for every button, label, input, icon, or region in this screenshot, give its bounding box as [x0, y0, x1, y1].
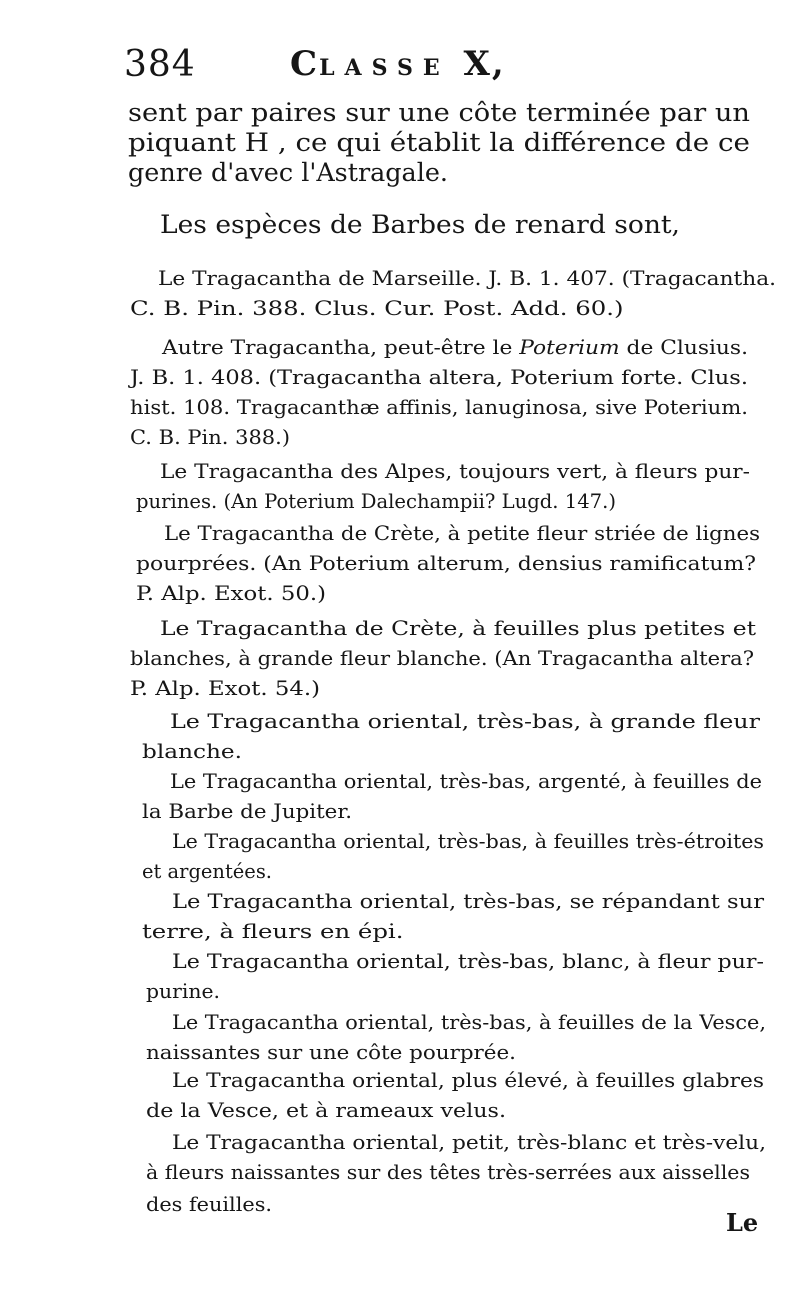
running-head — [290, 44, 506, 84]
species-entry-continuation: C. B. Pin. 388.) — [130, 426, 290, 449]
species-entry-continuation: pourprées. (An Poterium alterum, densius ramificatum? — [136, 552, 757, 575]
page-number: 384 — [124, 44, 196, 85]
species-entry: Autre Tragacantha, peut-être le Poterium de Clusius. — [162, 336, 748, 359]
intro-line: genre d'avec l'Astragale. — [128, 158, 448, 187]
species-entry-continuation: purine. — [146, 980, 220, 1003]
species-entry-continuation: de la Vesce, et à rameaux velus. — [146, 1099, 506, 1122]
section-heading: Les espèces de Barbes de renard sont, — [160, 210, 680, 239]
species-entry-continuation: des feuilles. — [146, 1193, 272, 1216]
running-head-initial: C — [290, 44, 320, 84]
species-entry-continuation: à fleurs naissantes sur des têtes très-serrées aux aisselles — [146, 1161, 750, 1184]
species-entry: Le Tragacantha de Crète, à petite fleur striée de lignes — [164, 522, 760, 545]
species-entry: Le Tragacantha oriental, très-bas, à feuilles de la Vesce, — [172, 1011, 766, 1034]
species-entry: Le Tragacantha des Alpes, toujours vert, à fleurs pur- — [160, 460, 750, 483]
species-entry: Le Tragacantha oriental, plus élevé, à feuilles glabres — [172, 1069, 764, 1092]
species-entry: Le Tragacantha oriental, très-bas, à feuilles très-étroites — [172, 830, 764, 853]
species-entry-continuation: C. B. Pin. 388. Clus. Cur. Post. Add. 60.) — [130, 297, 624, 320]
species-entry: Le Tragacantha oriental, très-bas, blanc, à fleur pur- — [172, 950, 764, 973]
running-head-number: X, — [463, 44, 506, 84]
catchword: Le — [726, 1208, 759, 1237]
species-entry-continuation: blanches, à grande fleur blanche. (An Tragacantha altera? — [130, 647, 754, 670]
intro-line: sent par paires sur une côte terminée par un — [128, 98, 750, 127]
species-entry-continuation: purines. (An Poterium Dalechampii? Lugd. 147.) — [136, 490, 616, 513]
intro-line: piquant H , ce qui établit la différence de ce — [128, 128, 750, 157]
page-header — [120, 44, 760, 94]
species-entry: Le Tragacantha oriental, très-bas, à grande fleur — [170, 710, 760, 733]
species-entry: Le Tragacantha oriental, très-bas, argenté, à feuilles de — [170, 770, 762, 793]
species-entry-continuation: blanche. — [142, 740, 242, 763]
species-entry: Le Tragacantha oriental, petit, très-blanc et très-velu, — [172, 1131, 766, 1154]
species-entry: Le Tragacantha oriental, très-bas, se répandant sur — [172, 890, 764, 913]
species-entry-continuation: hist. 108. Tragacanthæ affinis, lanuginosa, sive Poterium. — [130, 396, 748, 419]
running-head-rest: LASSE — [319, 55, 450, 81]
species-entry-continuation: et argentées. — [142, 860, 272, 883]
species-entry: Le Tragacantha de Crète, à feuilles plus petites et — [160, 617, 756, 640]
species-entry: Le Tragacantha de Marseille. J. B. 1. 407. (Tragacantha. — [158, 267, 776, 290]
species-entry-continuation: J. B. 1. 408. (Tragacantha altera, Poterium forte. Clus. — [130, 366, 748, 389]
species-entry-continuation: P. Alp. Exot. 50.) — [136, 582, 326, 605]
species-entry-continuation: naissantes sur une côte pourprée. — [146, 1041, 516, 1064]
species-entry-continuation: P. Alp. Exot. 54.) — [130, 677, 320, 700]
species-entry-continuation: la Barbe de Jupiter. — [142, 800, 352, 823]
species-entry-continuation: terre, à fleurs en épi. — [142, 920, 404, 943]
